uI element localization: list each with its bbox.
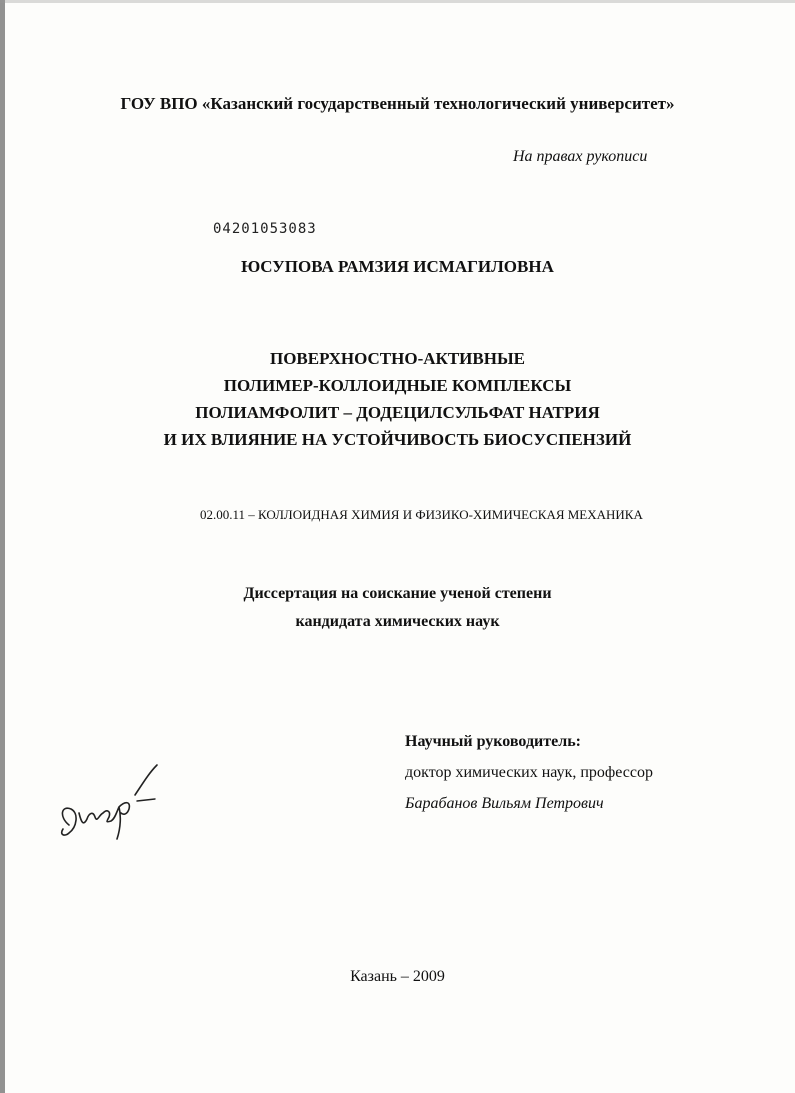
scan-edge-left (0, 0, 5, 1093)
degree-line: Диссертация на соискание ученой степени (243, 585, 552, 602)
degree-statement (0, 580, 795, 636)
advisor-label: Научный руководитель: (405, 733, 581, 750)
manuscript-note: На правах рукописи (513, 148, 648, 165)
institution-name: ГОУ ВПО «Казанский государственный технологический университет» (120, 94, 675, 113)
title-line: И ИХ ВЛИЯНИЕ НА УСТОЙЧИВОСТЬ БИОСУСПЕНЗИЙ (163, 430, 632, 449)
handwritten-signature (55, 755, 175, 855)
title-line: ПОЛИМЕР-КОЛЛОИДНЫЕ КОМПЛЕКСЫ (223, 376, 572, 395)
author-name: ЮСУПОВА РАМЗИЯ ИСМАГИЛОВНА (241, 257, 554, 276)
city-year: Казань – 2009 (350, 968, 445, 985)
title-line: ПОВЕРХНОСТНО-АКТИВНЫЕ (269, 349, 526, 368)
advisor-block (405, 726, 653, 819)
inventory-number: 04201053083 (213, 221, 317, 237)
degree-line: кандидата химических наук (295, 613, 500, 630)
advisor-title: доктор химических наук, профессор (405, 764, 653, 781)
thesis-title (0, 345, 795, 453)
title-line: ПОЛИАМФОЛИТ – ДОДЕЦИЛСУЛЬФАТ НАТРИЯ (195, 403, 600, 422)
specialty-code: 02.00.11 – КОЛЛОИДНАЯ ХИМИЯ И ФИЗИКО-ХИМИЧЕСКАЯ МЕХАНИКА (200, 507, 643, 522)
advisor-name: Барабанов Вильям Петрович (405, 795, 604, 812)
scan-edge-top (0, 0, 795, 3)
